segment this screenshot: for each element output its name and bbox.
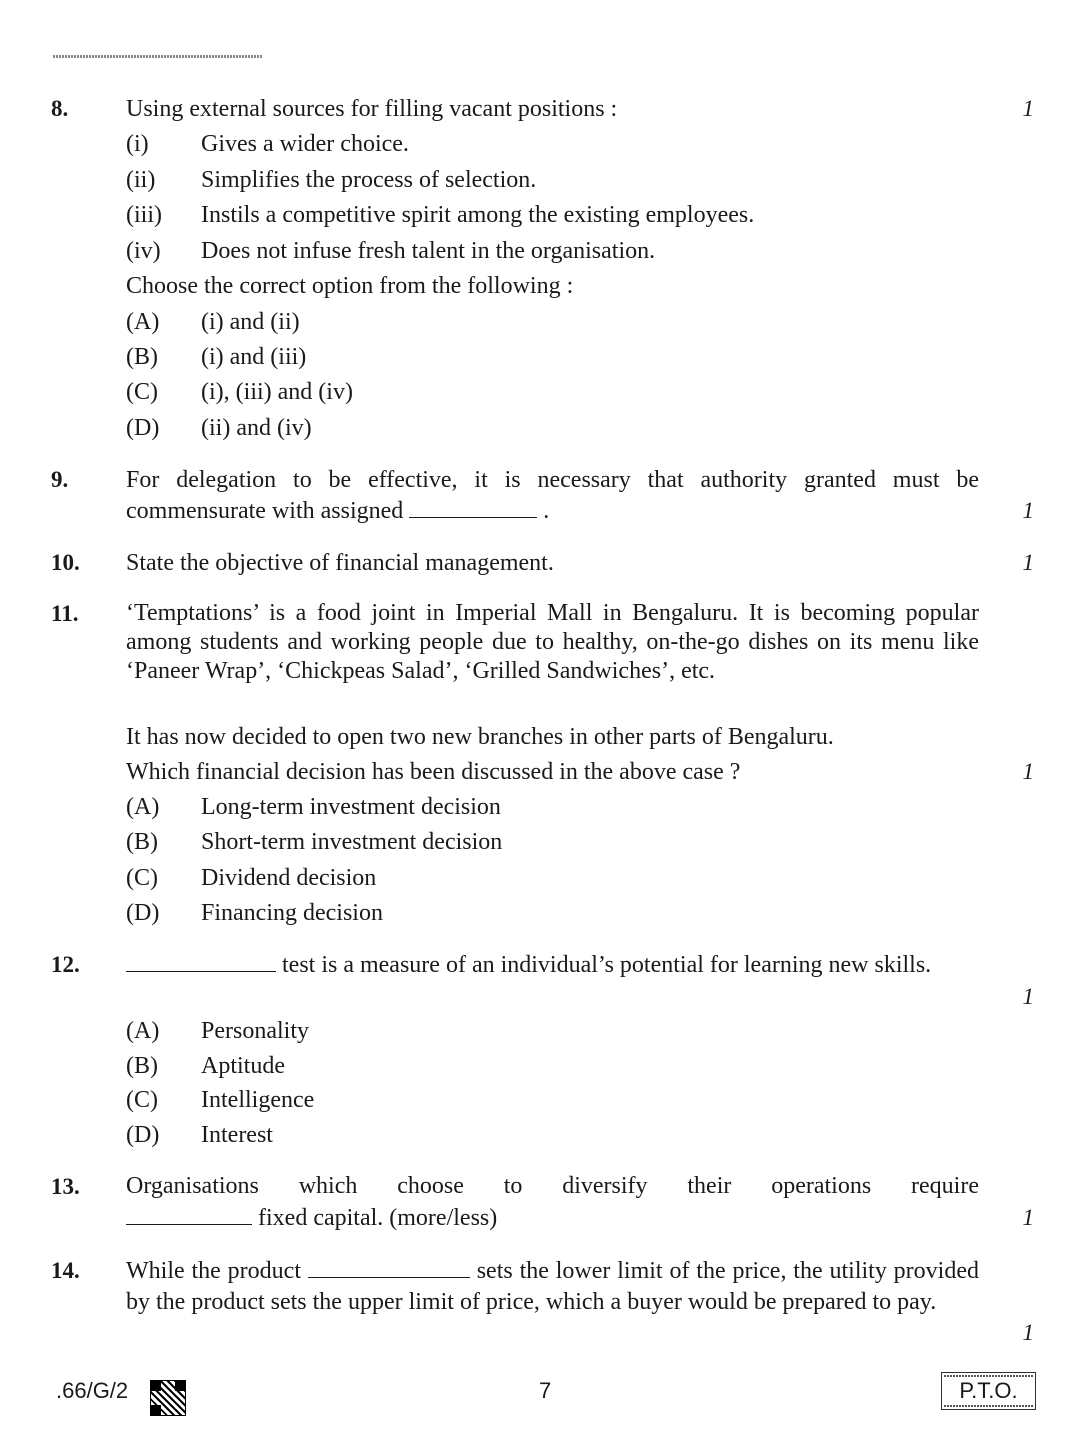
option-text: Intelligence <box>201 1087 315 1113</box>
question-text-before: While the product <box>126 1258 301 1284</box>
header-barcode-strip <box>53 55 263 58</box>
question-number: 8. <box>51 96 69 121</box>
option-label: (B) <box>126 829 158 855</box>
marks: 1 <box>1022 498 1034 523</box>
qr-code-icon <box>150 1380 186 1416</box>
question-number: 14. <box>51 1258 80 1283</box>
question-text-after: . <box>543 498 550 524</box>
question-text: Using external sources for filling vacant positions : <box>126 96 618 122</box>
question-text: State the objective of financial management. <box>126 550 554 576</box>
statement-label: (i) <box>126 131 149 157</box>
question-number: 11. <box>51 601 79 626</box>
option-text: (i) and (ii) <box>201 309 300 335</box>
question-text-line-1: Organisations which choose to diversify their operations require <box>126 1173 979 1199</box>
option-text: Aptitude <box>201 1053 285 1079</box>
option-text: (ii) and (iv) <box>201 415 312 441</box>
option-label: (C) <box>126 379 158 405</box>
question-text-2: It has now decided to open two new branches in other parts of Bengaluru. <box>126 724 834 750</box>
option-text: Long-term investment decision <box>201 794 501 820</box>
marks: 1 <box>1022 759 1034 784</box>
fill-in-blank <box>308 1257 470 1278</box>
question-text-after: sets the lower limit of the price, the utility provided by the product sets the upper limit of price, which a buyer would be prepared to pay. <box>126 1258 979 1315</box>
marks: 1 <box>1022 984 1034 1009</box>
pto-box <box>941 1372 1036 1410</box>
option-label: (D) <box>126 1122 160 1148</box>
option-label: (D) <box>126 415 160 441</box>
option-text: (i) and (iii) <box>201 344 307 370</box>
fill-in-blank <box>126 1204 252 1225</box>
marks: 1 <box>1022 1320 1034 1345</box>
statement-text: Simplifies the process of selection. <box>201 167 537 193</box>
question-number: 10. <box>51 550 80 575</box>
question-text-before: For delegation to be effective, it is necessary that authority granted must be commensurate with assigned <box>126 467 979 524</box>
statement-label: (iv) <box>126 238 161 264</box>
paper-code: .66/G/2 <box>56 1378 129 1403</box>
marks: 1 <box>1022 1205 1034 1230</box>
question-number: 12. <box>51 952 80 977</box>
question-number: 9. <box>51 467 69 492</box>
statement-label: (ii) <box>126 167 156 193</box>
statement-label: (iii) <box>126 202 162 228</box>
statement-text: Does not infuse fresh talent in the organisation. <box>201 238 656 264</box>
option-label: (B) <box>126 1053 158 1079</box>
marks: 1 <box>1022 550 1034 575</box>
pto-label: P.T.O. <box>959 1378 1018 1403</box>
option-label: (A) <box>126 794 160 820</box>
statement-text: Gives a wider choice. <box>201 131 409 157</box>
option-label: (B) <box>126 344 158 370</box>
fill-in-blank <box>126 951 276 972</box>
option-text: Personality <box>201 1018 309 1044</box>
option-label: (C) <box>126 1087 158 1113</box>
question-number: 13. <box>51 1174 80 1199</box>
option-label: (D) <box>126 900 160 926</box>
option-label: (C) <box>126 865 158 891</box>
option-label: (A) <box>126 309 160 335</box>
option-label: (A) <box>126 1018 160 1044</box>
marks: 1 <box>1022 96 1034 121</box>
question-text <box>126 465 979 527</box>
option-text: Interest <box>201 1122 273 1148</box>
option-text: (i), (iii) and (iv) <box>201 379 353 405</box>
option-text: Short-term investment decision <box>201 829 503 855</box>
option-text: Dividend decision <box>201 865 377 891</box>
question-text <box>126 950 979 981</box>
option-text: Financing decision <box>201 900 383 926</box>
question-prompt: Choose the correct option from the following : <box>126 273 574 299</box>
page-number: 7 <box>539 1378 552 1403</box>
question-text-after: fixed capital. (more/less) <box>258 1205 498 1231</box>
question-text-line-2 <box>126 1203 497 1233</box>
question-text <box>126 1256 979 1318</box>
question-text-after: test is a measure of an individual’s potential for learning new skills. <box>282 952 932 978</box>
question-prompt: Which financial decision has been discussed in the above case ? <box>126 759 741 785</box>
statement-text: Instils a competitive spirit among the existing employees. <box>201 202 755 228</box>
fill-in-blank <box>409 497 537 518</box>
question-text: ‘Temptations’ is a food joint in Imperial Mall in Bengaluru. It is becoming popular among students and working people due to healthy, on-the-go dishes on its menu like ‘Paneer Wrap’, ‘Chickpeas Salad’, ‘Grilled Sandwiches’, etc. <box>126 600 979 684</box>
